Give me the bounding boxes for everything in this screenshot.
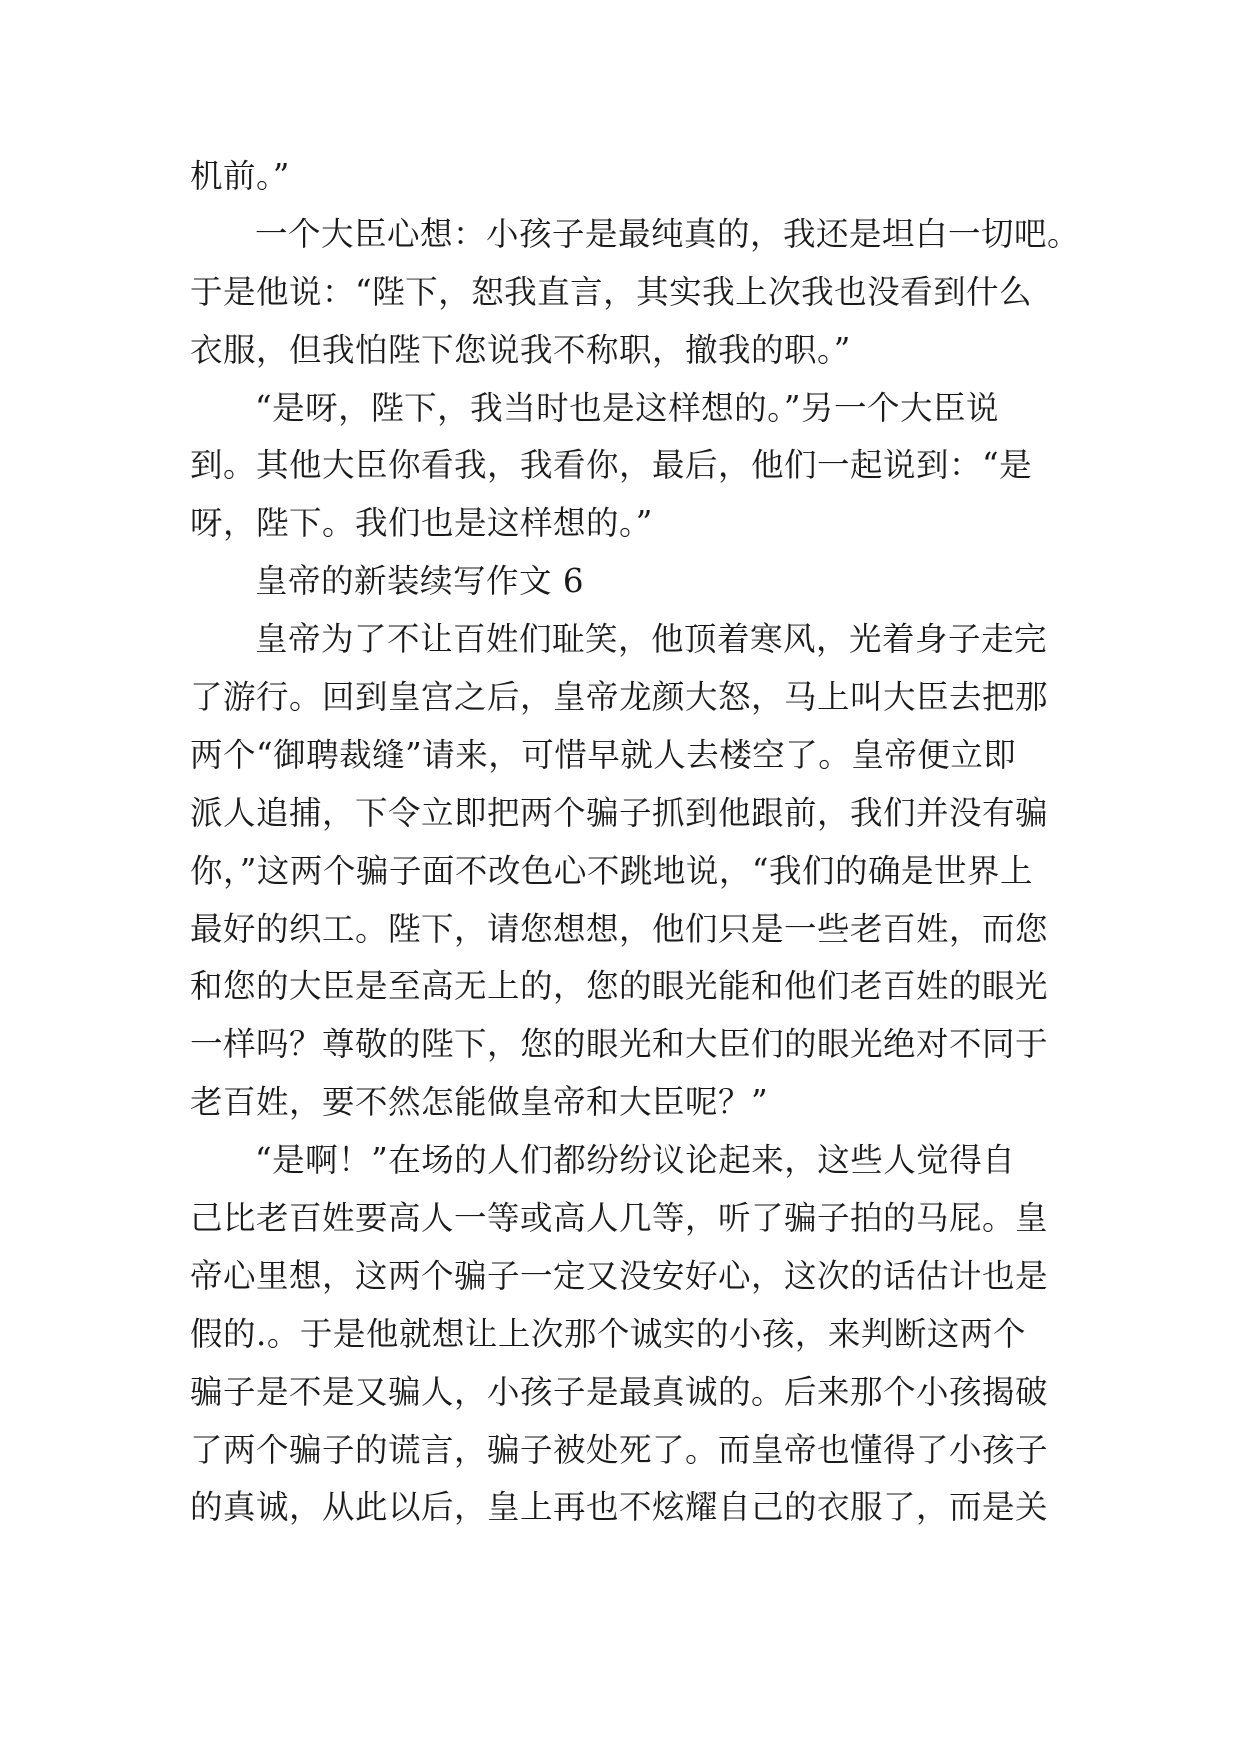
text-line: 皇帝为了不让百姓们耻笑，他顶着寒风，光着身子走完	[255, 620, 1048, 659]
text-line: 呀，陛下。我们也是这样想的。”	[190, 504, 653, 543]
text-line: 和您的大臣是至高无上的，您的眼光能和他们老百姓的眼光	[190, 967, 1049, 1006]
text-line: 帝心里想，这两个骗子一定又没安好心，这次的话估计也是	[190, 1256, 1049, 1295]
text-line: 一个大臣心想：小孩子是最纯真的，我还是坦白一切吧。	[255, 214, 1081, 253]
text-line: 最好的织工。陛下，请您想想，他们只是一些老百姓，而您	[190, 909, 1049, 948]
text-line: 了游行。回到皇宫之后，皇帝龙颜大怒，马上叫大臣去把那	[190, 678, 1049, 717]
text-line: 了两个骗子的谎言，骗子被处死了。而皇帝也懂得了小孩子	[190, 1430, 1049, 1469]
text-line: 己比老百姓要高人一等或高人几等，听了骗子拍的马屁。皇	[190, 1199, 1049, 1238]
text-line: 你，”这两个骗子面不改色心不跳地说，“我们的确是世界上	[190, 851, 1033, 890]
text-line: “是呀，陛下，我当时也是这样想的。”另一个大臣说	[255, 388, 999, 427]
text-line: 假的.。于是他就想让上次那个诚实的小孩，来判断这两个	[190, 1314, 1026, 1353]
text-line: 机前。”	[190, 157, 290, 195]
document-body	[190, 148, 1081, 1537]
text-line: 老百姓，要不然怎能做皇帝和大臣呢？”	[190, 1083, 769, 1122]
text-line: 骗子是不是又骗人，小孩子是最真诚的。后来那个小孩揭破	[190, 1372, 1049, 1411]
text-line: 一样吗？尊敬的陛下，您的眼光和大臣们的眼光绝对不同于	[190, 1025, 1049, 1064]
text-line: 于是他说：“陛下，恕我直言，其实我上次我也没看到什么	[190, 272, 1033, 311]
text-line: 的真诚，从此以后，皇上再也不炫耀自己的衣服了，而是关	[190, 1488, 1049, 1527]
text-line: “是啊！”在场的人们都纷纷议论起来，这些人觉得自	[255, 1141, 1016, 1180]
text-line: 派人追捕，下令立即把两个骗子抓到他跟前，我们并没有骗	[190, 793, 1049, 832]
text-line: 到。其他大臣你看我，我看你，最后，他们一起说到：“是	[190, 446, 1033, 485]
section-heading: 皇帝的新装续写作文 6	[255, 562, 585, 601]
text-line: 两个“御聘裁缝”请来，可惜早就人去楼空了。皇帝便立即	[190, 735, 1017, 774]
text-line: 衣服，但我怕陛下您说我不称职，撤我的职。”	[190, 330, 851, 369]
